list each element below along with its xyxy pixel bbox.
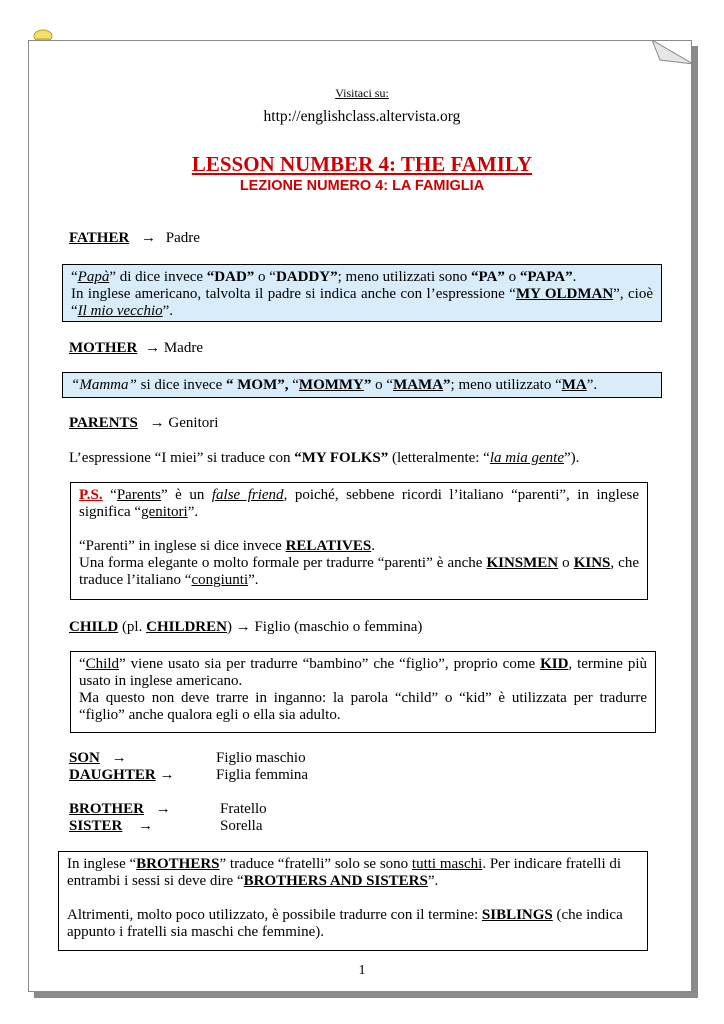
child-word: Child	[85, 656, 120, 672]
papa-upper-word: “PAPA”	[519, 269, 573, 285]
daughter-line: DAUGHTER →	[69, 767, 175, 783]
ps-note-box: P.S. “Parents” è un false friend, poiché, sebbene ricordi l’italiano “parenti”, in inglese significa “genitori”. “Parenti” in inglese si dice invece RELATIVES. Una forma elegante o molto formale per tradurre “parenti” è anche KINSMEN o KINS, che traduce l’italiano “congiunti”.	[70, 482, 648, 600]
folks-line: L’espressione “I miei” si traduce con “MY FOLKS” (letteralmente: “la mia gente”).	[69, 450, 580, 466]
father-note-box: “Papà” di dice invece “DAD” o “DADDY”; meno utilizzati sono “PA” o “PAPA”. In inglese americano, talvolta il padre si indica anche con l’espressione “MY OLDMAN”, cioè “Il mio vecchio”.	[62, 264, 662, 322]
la-mia-gente: la mia gente	[489, 450, 564, 466]
arrow: →	[141, 230, 157, 246]
son-line: SON →	[69, 750, 127, 766]
siblings-word: SIBLINGS	[481, 907, 553, 923]
son-translation: Figlio maschio	[216, 750, 306, 766]
brothers-word: BROTHERS	[136, 856, 220, 872]
kid-word: KID	[540, 656, 569, 672]
children-term: CHILDREN	[146, 619, 227, 635]
dad-word: “DAD”	[206, 269, 255, 285]
mom-word: “ MOM”,	[226, 377, 289, 393]
brothers-and-sisters: BROTHERS AND SISTERS	[243, 873, 428, 889]
ma-word: MA	[561, 377, 587, 393]
my-folks-word: “MY FOLKS”	[294, 450, 389, 466]
arrow: →	[149, 415, 165, 431]
brother-translation: Fratello	[220, 801, 267, 817]
daughter-translation: Figlia femmina	[216, 767, 309, 783]
ps-label: P.S.	[79, 487, 103, 503]
kinsmen-word: KINSMEN	[486, 555, 559, 571]
brother-line: BROTHER →	[69, 801, 171, 817]
false-friend: false friend	[211, 487, 284, 503]
father-term: FATHER	[69, 230, 130, 246]
parents-translation: Genitori	[168, 415, 219, 431]
mother-note-box: “Mamma” si dice invece “ MOM”, “MOMMY” o “MAMA”; meno utilizzato “MA”.	[62, 372, 662, 398]
page-fold-corner	[652, 40, 693, 64]
lesson-title: LESSON NUMBER 4: THE FAMILY	[191, 152, 533, 176]
parents-term: PARENTS	[69, 415, 138, 431]
child-term: CHILD	[69, 619, 119, 635]
sister-translation: Sorella	[220, 818, 263, 834]
mother-translation: Madre	[163, 340, 203, 356]
visit-label: Visitaci su:	[335, 86, 389, 100]
genitori-word: genitori	[141, 504, 188, 520]
il-mio-vecchio: Il mio vecchio	[77, 303, 163, 319]
tutti-maschi: tutti maschi	[411, 856, 483, 872]
mommy-word: MOMMY	[298, 377, 364, 393]
father-translation: Padre	[165, 230, 200, 246]
mamma-word: “Mamma”	[71, 377, 137, 393]
child-note-box: “Child” viene usato sia per tradurre “bambino” che “figlio”, proprio come KID, termine più usato in inglese americano. Ma questo non deve trarre in inganno: la parola “child” o “kid” è utilizzata per tradurre “figlio” anche qualora egli o ella sia adulto.	[70, 651, 656, 733]
brothers-note-box: In inglese “BROTHERS” traduce “fratelli” solo se sono tutti maschi. Per indicare fratelli di entrambi i sessi si deve dire “BROTHERS AND SISTERS”. Altrimenti, molto poco utilizzato, è possibile tradurre con il termine: SIBLINGS (che indica appunto i fratelli sia maschi che femmine).	[58, 851, 648, 951]
parents-line	[69, 415, 218, 432]
mother-line	[69, 340, 203, 357]
child-line: CHILD (pl. CHILDREN) → Figlio (maschio o femmina)	[69, 619, 423, 635]
mother-term: MOTHER	[69, 340, 138, 356]
papa-word: Papà	[77, 269, 110, 285]
child-translation: Figlio (maschio o femmina)	[254, 619, 423, 635]
mama-word: MAMA	[393, 377, 444, 393]
father-line	[69, 230, 200, 247]
congiunti-word: congiunti	[191, 572, 249, 588]
pa-word: “PA”	[470, 269, 505, 285]
kins-word: KINS	[573, 555, 611, 571]
parents-word: Parents	[116, 487, 161, 503]
sister-line: SISTER →	[69, 818, 154, 834]
daddy-word: DADDY	[275, 269, 331, 285]
relatives-word: RELATIVES	[285, 538, 372, 554]
my-oldman-word: MY OLDMAN	[515, 286, 614, 302]
lesson-subtitle: LEZIONE NUMERO 4: LA FAMIGLIA	[239, 178, 485, 194]
page-number: 1	[358, 963, 366, 978]
arrow: →	[145, 340, 161, 356]
site-url[interactable]: http://englishclass.altervista.org	[263, 108, 461, 125]
